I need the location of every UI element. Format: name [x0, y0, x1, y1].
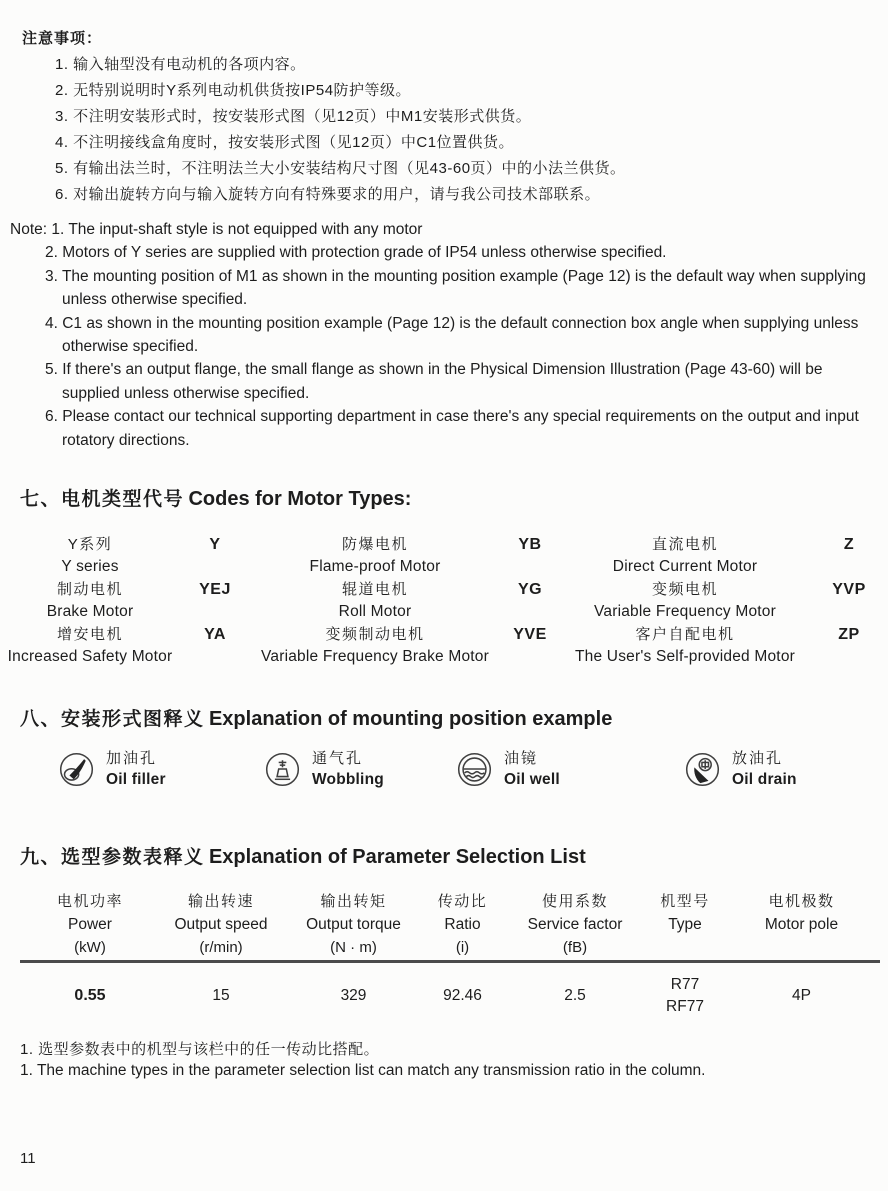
motor-type-code: YA: [204, 626, 226, 643]
motor-type-cn: 辊道电机: [341, 581, 408, 598]
column-header-unit: (kW): [74, 939, 106, 956]
motor-type-name: [250, 534, 500, 578]
section-heading-cn: 七、电机类型代号: [20, 489, 185, 510]
section-heading-en: Explanation of mounting position example: [208, 708, 613, 730]
table-rule: [20, 960, 880, 963]
motor-type-en: Brake Motor: [46, 603, 134, 620]
cell-output-torque: 329: [340, 987, 367, 1004]
motor-type-code: YVE: [513, 626, 547, 643]
english-note-item: 5. If there's an output flange, the small flange as shown in the Physical Dimension Illustration (Page 43-60) will be supplied unless otherwise specified.: [45, 361, 823, 402]
section-heading-en: Explanation of Parameter Selection List: [208, 846, 586, 868]
column-header-en: Output speed: [174, 916, 268, 933]
mounting-label: [732, 748, 797, 790]
motor-type-code: YEJ: [199, 581, 231, 598]
section-heading-en: Codes for Motor Types:: [188, 488, 412, 510]
section-heading-mounting: [20, 704, 612, 731]
motor-type-cn: 变频电机: [651, 581, 718, 598]
motor-codes-row: [0, 534, 888, 578]
english-note-item: 4. C1 as shown in the mounting position example (Page 12) is the default connection box angle when supplying unless otherwise specified.: [45, 314, 859, 356]
mounting-label-cn: 放油孔: [732, 750, 784, 767]
section-heading-motor-codes: [20, 484, 411, 511]
column-header-unit: (i): [455, 939, 470, 956]
chinese-note-item: 3. 不注明安装形式时，按安装形式图（见12页）中M1安装形式供货。: [55, 108, 532, 125]
cell-motor-pole: 4P: [792, 987, 811, 1004]
mounting-label-cn: 通气孔: [312, 750, 364, 767]
motor-type-name: [560, 579, 810, 623]
motor-type-cn: 防爆电机: [341, 536, 408, 553]
motor-type-en: Increased Safety Motor: [7, 648, 173, 665]
column-header-en: Service factor: [527, 916, 623, 933]
oil-filler-icon: [58, 751, 95, 788]
english-notes-section: [5, 218, 867, 452]
mounting-label-en: Wobbling: [312, 771, 384, 788]
column-header-cn: 电机功率: [56, 893, 123, 910]
motor-type-cn: Y系列: [67, 536, 113, 553]
chinese-note-item: 6. 对输出旋转方向与输入旋转方向有特殊要求的用户，请与我公司技术部联系。: [55, 186, 601, 203]
motor-type-en: Variable Frequency Motor: [594, 603, 776, 620]
mounting-label-cn: 油镜: [504, 750, 539, 767]
mounting-label-cn: 加油孔: [106, 750, 158, 767]
motor-type-name: [560, 624, 810, 668]
english-note-item: 6. Please contact our technical supporting department in case there's any special requirements on the output and input rotatory directions.: [45, 408, 859, 449]
column-header-cn: 传动比: [437, 893, 488, 910]
mounting-legend-item: [264, 748, 384, 790]
column-header-en: Type: [668, 916, 702, 933]
english-note-item: [10, 218, 867, 241]
motor-type-name: [560, 534, 810, 578]
motor-type-cn: 增安电机: [56, 626, 123, 643]
cell-ratio: 92.46: [443, 987, 482, 1004]
motor-codes-table: [0, 534, 888, 669]
mounting-label-en: Oil drain: [732, 771, 797, 788]
column-header-type: [645, 890, 725, 959]
footnote-en: 1. The machine types in the parameter selection list can match any transmission ratio in the column.: [20, 1062, 706, 1079]
mounting-label-en: Oil filler: [106, 771, 166, 788]
chinese-note-item: 4. 不注明接线盒角度时，按安装形式图（见12页）中C1位置供货。: [55, 134, 515, 151]
column-header-unit: (r/min): [199, 939, 243, 956]
note-prefix: Note:: [10, 221, 48, 238]
column-header-unit: (N · m): [330, 939, 377, 956]
motor-type-en: Variable Frequency Brake Motor: [261, 648, 489, 665]
motor-type-en: Flame-proof Motor: [309, 558, 441, 575]
column-header-en: Motor pole: [764, 916, 839, 933]
chinese-note-item: 5. 有输出法兰时，不注明法兰大小安装结构尺寸图（见43-60页）中的小法兰供货。: [55, 160, 626, 177]
column-header-output-speed: [155, 890, 287, 959]
column-header-output-torque: [287, 890, 420, 959]
motor-type-cn: 客户自配电机: [635, 626, 735, 643]
cell-type-line2: RF77: [666, 998, 704, 1015]
english-note-text: 1. The input-shaft style is not equipped with any motor: [51, 221, 423, 238]
mounting-legend: [0, 748, 888, 812]
motor-type-name: [250, 624, 500, 668]
oil-sight-glass-icon: [456, 751, 493, 788]
motor-type-cn: 制动电机: [56, 581, 123, 598]
column-header-service-factor: [505, 890, 645, 959]
motor-type-en: Direct Current Motor: [612, 558, 758, 575]
column-header-en: Power: [68, 916, 112, 933]
parameter-table-row: [25, 972, 878, 1020]
section-heading-cn: 八、安装形式图释义: [20, 709, 205, 730]
section-heading-parameters: [20, 842, 586, 869]
column-header-en: Ratio: [444, 916, 481, 933]
mounting-legend-item: [58, 748, 166, 790]
cell-output-speed: 15: [212, 987, 230, 1004]
motor-type-code: ZP: [838, 626, 860, 643]
cell-power: 0.55: [74, 987, 106, 1004]
mounting-label: [312, 748, 384, 790]
mounting-label: [106, 748, 166, 790]
motor-type-en: Roll Motor: [338, 603, 412, 620]
motor-type-cn: 直流电机: [651, 536, 718, 553]
column-header-ratio: [420, 890, 505, 959]
motor-codes-row: [0, 624, 888, 668]
motor-type-code: YG: [517, 581, 543, 598]
column-header-cn: 使用系数: [541, 893, 608, 910]
section-heading-cn: 九、选型参数表释义: [20, 847, 205, 868]
mounting-legend-item: [684, 748, 797, 790]
motor-type-code: Y: [209, 536, 221, 553]
motor-type-name: [0, 534, 180, 578]
column-header-unit: (fB): [562, 939, 588, 956]
motor-type-name: [250, 579, 500, 623]
mounting-label: [504, 748, 560, 790]
english-note-item: 3. The mounting position of M1 as shown in the mounting position example (Page 12) is the default way when supplying unless otherwise specified.: [45, 267, 866, 309]
column-header-cn: 机型号: [660, 893, 710, 910]
motor-type-code: Z: [843, 536, 855, 553]
cell-type-line1: R77: [670, 976, 700, 993]
footnote-cn: 1. 选型参数表中的机型与该栏中的任一传动比搭配。: [20, 1041, 380, 1058]
chinese-notes-title: 注意事项：: [22, 30, 103, 47]
motor-type-code: YB: [518, 536, 542, 553]
motor-type-en: The User's Self-provided Motor: [574, 648, 795, 665]
motor-type-en: Y series: [61, 558, 119, 575]
motor-type-name: [0, 624, 180, 668]
motor-type-cn: 变频制动电机: [325, 626, 425, 643]
motor-codes-row: [0, 579, 888, 623]
oil-drain-icon: [684, 751, 721, 788]
cell-type: [645, 974, 725, 1018]
mounting-label-en: Oil well: [504, 771, 560, 788]
motor-type-name: [0, 579, 180, 623]
page-number: 11: [20, 1150, 36, 1167]
chinese-notes-section: [22, 26, 626, 208]
motor-type-code: YVP: [832, 581, 866, 598]
column-header-cn: 输出转速: [187, 893, 254, 910]
english-note-item: 2. Motors of Y series are supplied with protection grade of IP54 unless otherwise specified.: [45, 244, 667, 262]
parameter-table-header: [25, 890, 878, 959]
column-header-en: Output torque: [306, 916, 401, 933]
column-header-cn: 电机极数: [768, 893, 835, 910]
chinese-note-item: 1. 输入轴型没有电动机的各项内容。: [55, 56, 306, 73]
cell-service-factor: 2.5: [564, 987, 586, 1004]
column-header-cn: 输出转矩: [320, 893, 387, 910]
column-header-motor-pole: [725, 890, 878, 959]
column-header-power: [25, 890, 155, 959]
mounting-legend-item: [456, 748, 560, 790]
chinese-note-item: 2. 无特别说明时Y系列电动机供货按IP54防护等级。: [55, 82, 412, 99]
vent-icon: [264, 751, 301, 788]
